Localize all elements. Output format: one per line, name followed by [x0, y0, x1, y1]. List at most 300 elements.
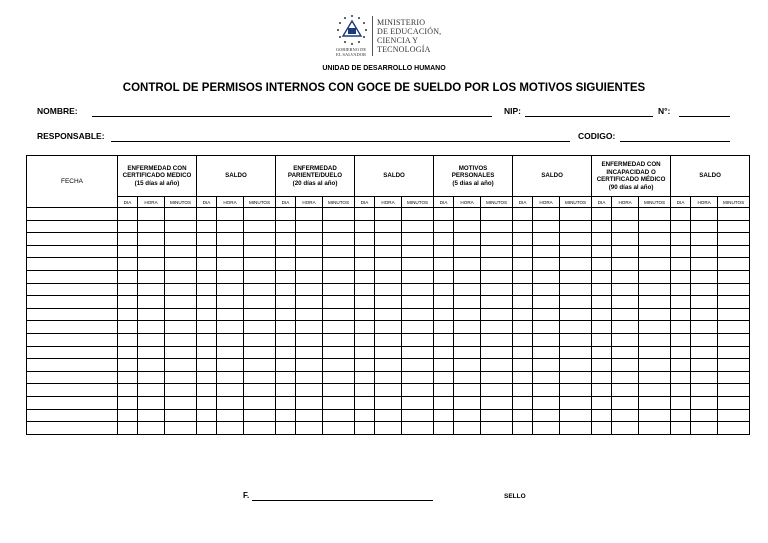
table-cell[interactable] [355, 409, 375, 422]
table-cell[interactable] [434, 346, 454, 359]
table-cell[interactable] [454, 220, 481, 233]
table-cell[interactable] [118, 396, 138, 409]
table-cell[interactable] [138, 270, 165, 283]
table-cell[interactable] [612, 283, 639, 296]
table-cell[interactable] [671, 359, 691, 372]
fecha-cell[interactable] [27, 283, 118, 296]
table-cell[interactable] [718, 422, 750, 435]
table-cell[interactable] [718, 396, 750, 409]
table-cell[interactable] [276, 359, 296, 372]
table-cell[interactable] [560, 245, 592, 258]
table-cell[interactable] [165, 409, 197, 422]
table-cell[interactable] [671, 422, 691, 435]
table-cell[interactable] [533, 296, 560, 309]
table-cell[interactable] [402, 422, 434, 435]
table-cell[interactable] [533, 258, 560, 271]
table-cell[interactable] [296, 359, 323, 372]
table-cell[interactable] [118, 333, 138, 346]
table-cell[interactable] [560, 422, 592, 435]
table-cell[interactable] [691, 220, 718, 233]
table-cell[interactable] [217, 208, 244, 221]
table-cell[interactable] [375, 283, 402, 296]
table-cell[interactable] [481, 359, 513, 372]
table-cell[interactable] [671, 321, 691, 334]
table-cell[interactable] [276, 220, 296, 233]
table-cell[interactable] [639, 220, 671, 233]
table-cell[interactable] [513, 308, 533, 321]
table-cell[interactable] [481, 308, 513, 321]
table-cell[interactable] [718, 270, 750, 283]
table-cell[interactable] [691, 245, 718, 258]
table-cell[interactable] [138, 220, 165, 233]
table-cell[interactable] [296, 270, 323, 283]
table-cell[interactable] [138, 245, 165, 258]
table-cell[interactable] [513, 359, 533, 372]
table-cell[interactable] [481, 245, 513, 258]
fecha-cell[interactable] [27, 371, 118, 384]
table-cell[interactable] [639, 422, 671, 435]
table-cell[interactable] [533, 233, 560, 246]
table-cell[interactable] [296, 208, 323, 221]
table-cell[interactable] [592, 359, 612, 372]
table-cell[interactable] [217, 384, 244, 397]
table-cell[interactable] [276, 396, 296, 409]
table-cell[interactable] [165, 245, 197, 258]
table-cell[interactable] [323, 409, 355, 422]
table-cell[interactable] [592, 346, 612, 359]
table-cell[interactable] [118, 359, 138, 372]
table-cell[interactable] [434, 396, 454, 409]
table-cell[interactable] [718, 346, 750, 359]
fecha-cell[interactable] [27, 258, 118, 271]
table-cell[interactable] [513, 422, 533, 435]
fecha-cell[interactable] [27, 333, 118, 346]
table-cell[interactable] [165, 333, 197, 346]
codigo-field[interactable] [620, 141, 730, 142]
table-cell[interactable] [296, 396, 323, 409]
table-cell[interactable] [434, 296, 454, 309]
table-cell[interactable] [118, 245, 138, 258]
table-cell[interactable] [165, 371, 197, 384]
table-cell[interactable] [691, 359, 718, 372]
table-cell[interactable] [718, 371, 750, 384]
table-cell[interactable] [639, 333, 671, 346]
table-cell[interactable] [691, 233, 718, 246]
table-cell[interactable] [513, 321, 533, 334]
table-cell[interactable] [276, 270, 296, 283]
table-cell[interactable] [454, 359, 481, 372]
table-cell[interactable] [434, 220, 454, 233]
table-cell[interactable] [402, 296, 434, 309]
table-cell[interactable] [671, 333, 691, 346]
table-cell[interactable] [402, 371, 434, 384]
table-cell[interactable] [513, 270, 533, 283]
table-cell[interactable] [244, 283, 276, 296]
table-cell[interactable] [375, 333, 402, 346]
table-cell[interactable] [217, 233, 244, 246]
table-cell[interactable] [402, 308, 434, 321]
table-cell[interactable] [355, 371, 375, 384]
responsable-field[interactable] [111, 141, 570, 142]
table-cell[interactable] [323, 220, 355, 233]
table-cell[interactable] [244, 208, 276, 221]
table-cell[interactable] [454, 270, 481, 283]
table-cell[interactable] [402, 409, 434, 422]
table-cell[interactable] [244, 359, 276, 372]
table-cell[interactable] [560, 283, 592, 296]
table-cell[interactable] [197, 245, 217, 258]
table-cell[interactable] [165, 270, 197, 283]
table-cell[interactable] [639, 359, 671, 372]
table-cell[interactable] [402, 270, 434, 283]
table-cell[interactable] [118, 422, 138, 435]
table-cell[interactable] [718, 258, 750, 271]
table-cell[interactable] [165, 220, 197, 233]
table-cell[interactable] [138, 296, 165, 309]
table-cell[interactable] [639, 245, 671, 258]
table-cell[interactable] [165, 208, 197, 221]
table-cell[interactable] [217, 308, 244, 321]
table-cell[interactable] [639, 258, 671, 271]
table-cell[interactable] [118, 220, 138, 233]
table-cell[interactable] [560, 208, 592, 221]
nombre-field[interactable] [92, 116, 492, 117]
table-cell[interactable] [434, 321, 454, 334]
table-cell[interactable] [671, 208, 691, 221]
table-cell[interactable] [296, 384, 323, 397]
table-cell[interactable] [244, 409, 276, 422]
table-cell[interactable] [323, 359, 355, 372]
table-cell[interactable] [691, 308, 718, 321]
table-cell[interactable] [165, 283, 197, 296]
table-cell[interactable] [217, 396, 244, 409]
table-cell[interactable] [560, 359, 592, 372]
table-cell[interactable] [691, 396, 718, 409]
table-cell[interactable] [718, 409, 750, 422]
table-cell[interactable] [165, 346, 197, 359]
table-cell[interactable] [639, 270, 671, 283]
table-cell[interactable] [138, 422, 165, 435]
table-cell[interactable] [691, 333, 718, 346]
table-cell[interactable] [533, 422, 560, 435]
table-cell[interactable] [434, 308, 454, 321]
table-cell[interactable] [217, 270, 244, 283]
table-cell[interactable] [612, 409, 639, 422]
table-cell[interactable] [639, 384, 671, 397]
table-cell[interactable] [402, 220, 434, 233]
table-cell[interactable] [276, 296, 296, 309]
table-cell[interactable] [513, 283, 533, 296]
table-cell[interactable] [138, 258, 165, 271]
table-cell[interactable] [296, 346, 323, 359]
table-cell[interactable] [197, 258, 217, 271]
table-cell[interactable] [244, 333, 276, 346]
table-cell[interactable] [244, 233, 276, 246]
table-cell[interactable] [454, 308, 481, 321]
table-cell[interactable] [138, 409, 165, 422]
fecha-cell[interactable] [27, 384, 118, 397]
table-cell[interactable] [355, 359, 375, 372]
table-cell[interactable] [513, 384, 533, 397]
table-cell[interactable] [513, 245, 533, 258]
table-cell[interactable] [718, 359, 750, 372]
table-cell[interactable] [560, 321, 592, 334]
table-cell[interactable] [197, 371, 217, 384]
table-cell[interactable] [138, 359, 165, 372]
table-cell[interactable] [454, 384, 481, 397]
table-cell[interactable] [197, 384, 217, 397]
table-cell[interactable] [375, 384, 402, 397]
table-cell[interactable] [513, 409, 533, 422]
table-cell[interactable] [197, 422, 217, 435]
table-cell[interactable] [612, 258, 639, 271]
table-cell[interactable] [355, 422, 375, 435]
table-cell[interactable] [691, 371, 718, 384]
table-cell[interactable] [481, 396, 513, 409]
table-cell[interactable] [118, 283, 138, 296]
table-cell[interactable] [165, 359, 197, 372]
table-cell[interactable] [197, 346, 217, 359]
table-cell[interactable] [533, 333, 560, 346]
table-cell[interactable] [165, 296, 197, 309]
table-cell[interactable] [481, 422, 513, 435]
table-cell[interactable] [217, 321, 244, 334]
table-cell[interactable] [375, 371, 402, 384]
table-cell[interactable] [560, 308, 592, 321]
table-cell[interactable] [533, 371, 560, 384]
table-cell[interactable] [718, 245, 750, 258]
table-cell[interactable] [691, 384, 718, 397]
table-cell[interactable] [118, 270, 138, 283]
table-cell[interactable] [244, 258, 276, 271]
table-cell[interactable] [592, 258, 612, 271]
table-cell[interactable] [612, 308, 639, 321]
table-cell[interactable] [639, 409, 671, 422]
table-cell[interactable] [671, 258, 691, 271]
table-cell[interactable] [375, 296, 402, 309]
table-cell[interactable] [513, 371, 533, 384]
table-cell[interactable] [138, 308, 165, 321]
table-cell[interactable] [691, 208, 718, 221]
table-cell[interactable] [165, 422, 197, 435]
table-cell[interactable] [671, 384, 691, 397]
table-cell[interactable] [560, 371, 592, 384]
table-cell[interactable] [118, 346, 138, 359]
table-cell[interactable] [454, 258, 481, 271]
table-cell[interactable] [592, 296, 612, 309]
table-cell[interactable] [296, 409, 323, 422]
table-cell[interactable] [592, 321, 612, 334]
table-cell[interactable] [513, 346, 533, 359]
table-cell[interactable] [165, 258, 197, 271]
table-cell[interactable] [138, 233, 165, 246]
table-cell[interactable] [402, 321, 434, 334]
table-cell[interactable] [612, 296, 639, 309]
table-cell[interactable] [402, 283, 434, 296]
table-cell[interactable] [718, 384, 750, 397]
table-cell[interactable] [138, 333, 165, 346]
table-cell[interactable] [217, 296, 244, 309]
table-cell[interactable] [276, 321, 296, 334]
table-cell[interactable] [402, 245, 434, 258]
table-cell[interactable] [560, 220, 592, 233]
table-cell[interactable] [323, 296, 355, 309]
table-cell[interactable] [276, 371, 296, 384]
table-cell[interactable] [691, 321, 718, 334]
table-cell[interactable] [434, 409, 454, 422]
table-cell[interactable] [612, 384, 639, 397]
table-cell[interactable] [454, 245, 481, 258]
table-cell[interactable] [592, 233, 612, 246]
table-cell[interactable] [323, 208, 355, 221]
table-cell[interactable] [434, 359, 454, 372]
table-cell[interactable] [513, 296, 533, 309]
table-cell[interactable] [454, 283, 481, 296]
table-cell[interactable] [481, 296, 513, 309]
table-cell[interactable] [244, 371, 276, 384]
table-cell[interactable] [323, 245, 355, 258]
table-cell[interactable] [671, 409, 691, 422]
table-cell[interactable] [434, 384, 454, 397]
table-cell[interactable] [118, 384, 138, 397]
table-cell[interactable] [671, 283, 691, 296]
table-cell[interactable] [197, 396, 217, 409]
numero-field[interactable] [679, 116, 730, 117]
table-cell[interactable] [244, 321, 276, 334]
table-cell[interactable] [244, 296, 276, 309]
table-cell[interactable] [691, 409, 718, 422]
table-cell[interactable] [276, 258, 296, 271]
table-cell[interactable] [165, 321, 197, 334]
table-cell[interactable] [671, 245, 691, 258]
table-cell[interactable] [296, 220, 323, 233]
table-cell[interactable] [402, 258, 434, 271]
table-cell[interactable] [533, 359, 560, 372]
fecha-cell[interactable] [27, 359, 118, 372]
table-cell[interactable] [481, 220, 513, 233]
table-cell[interactable] [197, 270, 217, 283]
table-cell[interactable] [481, 346, 513, 359]
fecha-cell[interactable] [27, 409, 118, 422]
table-cell[interactable] [560, 270, 592, 283]
table-cell[interactable] [118, 296, 138, 309]
table-cell[interactable] [513, 333, 533, 346]
table-cell[interactable] [323, 308, 355, 321]
table-cell[interactable] [217, 283, 244, 296]
table-cell[interactable] [718, 208, 750, 221]
table-cell[interactable] [639, 296, 671, 309]
table-cell[interactable] [402, 208, 434, 221]
table-cell[interactable] [533, 208, 560, 221]
table-cell[interactable] [375, 321, 402, 334]
table-cell[interactable] [481, 333, 513, 346]
table-cell[interactable] [375, 396, 402, 409]
table-cell[interactable] [454, 333, 481, 346]
table-cell[interactable] [375, 409, 402, 422]
table-cell[interactable] [639, 346, 671, 359]
table-cell[interactable] [639, 308, 671, 321]
table-cell[interactable] [434, 208, 454, 221]
table-cell[interactable] [197, 283, 217, 296]
table-cell[interactable] [355, 296, 375, 309]
table-cell[interactable] [355, 308, 375, 321]
table-cell[interactable] [197, 333, 217, 346]
table-cell[interactable] [671, 296, 691, 309]
table-cell[interactable] [612, 208, 639, 221]
table-cell[interactable] [244, 270, 276, 283]
table-cell[interactable] [691, 296, 718, 309]
table-cell[interactable] [434, 245, 454, 258]
table-cell[interactable] [639, 371, 671, 384]
fecha-cell[interactable] [27, 245, 118, 258]
table-cell[interactable] [355, 208, 375, 221]
table-cell[interactable] [434, 371, 454, 384]
table-cell[interactable] [138, 346, 165, 359]
table-cell[interactable] [639, 321, 671, 334]
table-cell[interactable] [592, 208, 612, 221]
table-cell[interactable] [533, 308, 560, 321]
table-cell[interactable] [671, 396, 691, 409]
table-cell[interactable] [276, 308, 296, 321]
table-cell[interactable] [592, 220, 612, 233]
table-cell[interactable] [691, 270, 718, 283]
table-cell[interactable] [481, 384, 513, 397]
table-cell[interactable] [217, 220, 244, 233]
table-cell[interactable] [197, 296, 217, 309]
table-cell[interactable] [276, 409, 296, 422]
table-cell[interactable] [434, 283, 454, 296]
table-cell[interactable] [375, 270, 402, 283]
table-cell[interactable] [402, 396, 434, 409]
table-cell[interactable] [276, 422, 296, 435]
table-cell[interactable] [513, 220, 533, 233]
table-cell[interactable] [197, 208, 217, 221]
fecha-cell[interactable] [27, 220, 118, 233]
table-cell[interactable] [217, 333, 244, 346]
table-cell[interactable] [454, 296, 481, 309]
table-cell[interactable] [296, 371, 323, 384]
table-cell[interactable] [612, 359, 639, 372]
table-cell[interactable] [244, 245, 276, 258]
fecha-cell[interactable] [27, 396, 118, 409]
table-cell[interactable] [375, 233, 402, 246]
table-cell[interactable] [612, 245, 639, 258]
table-cell[interactable] [691, 346, 718, 359]
table-cell[interactable] [560, 333, 592, 346]
table-cell[interactable] [118, 208, 138, 221]
table-cell[interactable] [612, 346, 639, 359]
table-cell[interactable] [533, 409, 560, 422]
table-cell[interactable] [691, 283, 718, 296]
table-cell[interactable] [718, 220, 750, 233]
table-cell[interactable] [402, 384, 434, 397]
table-cell[interactable] [533, 346, 560, 359]
table-cell[interactable] [375, 258, 402, 271]
table-cell[interactable] [612, 371, 639, 384]
table-cell[interactable] [671, 371, 691, 384]
table-cell[interactable] [560, 296, 592, 309]
table-cell[interactable] [323, 270, 355, 283]
table-cell[interactable] [375, 308, 402, 321]
table-cell[interactable] [217, 409, 244, 422]
table-cell[interactable] [671, 308, 691, 321]
table-cell[interactable] [296, 296, 323, 309]
table-cell[interactable] [244, 308, 276, 321]
table-cell[interactable] [612, 270, 639, 283]
table-cell[interactable] [454, 346, 481, 359]
table-cell[interactable] [375, 220, 402, 233]
table-cell[interactable] [355, 283, 375, 296]
